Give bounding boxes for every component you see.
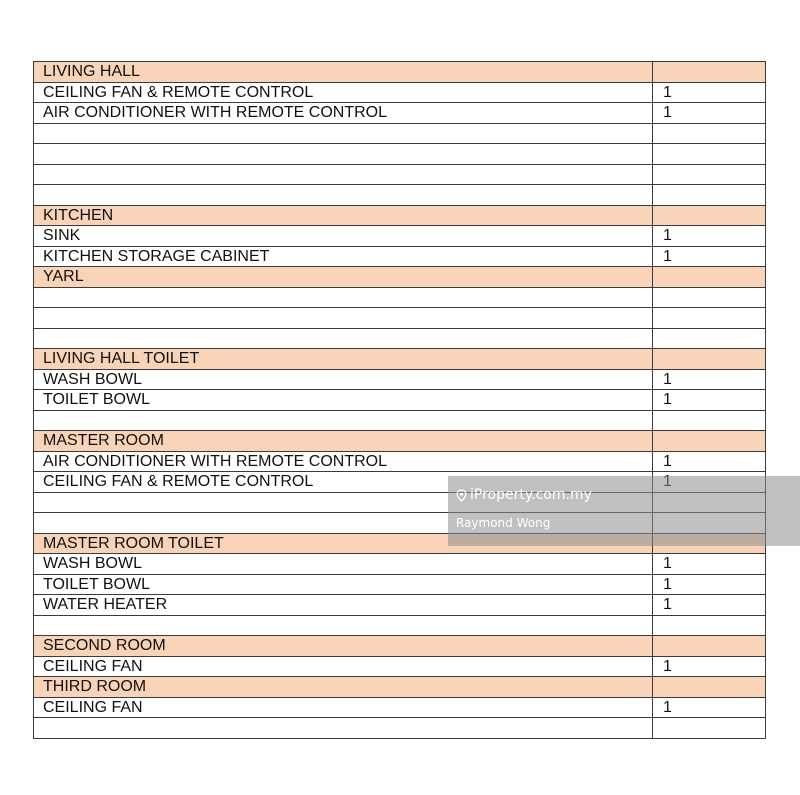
item-row	[34, 574, 766, 595]
item-name	[34, 123, 653, 144]
item-name	[34, 328, 653, 349]
watermark-overlay	[448, 476, 800, 546]
item-quantity	[653, 123, 766, 144]
item-row	[34, 390, 766, 411]
blank-row	[34, 287, 766, 308]
item-name	[34, 287, 653, 308]
item-quantity: 1	[653, 103, 766, 124]
section-header-row	[34, 636, 766, 657]
item-name: AIR CONDITIONER WITH REMOTE CONTROL	[34, 451, 653, 472]
item-quantity: 1	[653, 595, 766, 616]
item-name: WATER HEATER	[34, 595, 653, 616]
inventory-table-body	[34, 62, 766, 739]
item-quantity	[653, 185, 766, 206]
item-quantity	[653, 718, 766, 739]
item-quantity: 1	[653, 451, 766, 472]
item-name: TOILET BOWL	[34, 390, 653, 411]
inventory-table	[33, 61, 766, 739]
blank-row	[34, 308, 766, 329]
item-name	[34, 144, 653, 165]
item-quantity	[653, 267, 766, 288]
item-quantity: 1	[653, 697, 766, 718]
item-row	[34, 369, 766, 390]
item-row	[34, 82, 766, 103]
item-quantity	[653, 410, 766, 431]
section-title: KITCHEN	[34, 205, 653, 226]
blank-row	[34, 410, 766, 431]
section-title: LIVING HALL	[34, 62, 653, 83]
item-name	[34, 718, 653, 739]
item-name: TOILET BOWL	[34, 574, 653, 595]
blank-row	[34, 164, 766, 185]
item-quantity	[653, 62, 766, 83]
item-name: WASH BOWL	[34, 369, 653, 390]
item-quantity: 1	[653, 574, 766, 595]
item-name: CEILING FAN	[34, 697, 653, 718]
item-quantity	[653, 205, 766, 226]
section-header-row	[34, 205, 766, 226]
item-quantity	[653, 308, 766, 329]
section-title: LIVING HALL TOILET	[34, 349, 653, 370]
item-row	[34, 554, 766, 575]
item-name: WASH BOWL	[34, 554, 653, 575]
blank-row	[34, 615, 766, 636]
item-quantity: 1	[653, 82, 766, 103]
blank-row	[34, 718, 766, 739]
section-title: THIRD ROOM	[34, 677, 653, 698]
item-quantity	[653, 144, 766, 165]
watermark-agent-name: Raymond Wong	[456, 516, 551, 530]
item-row	[34, 697, 766, 718]
item-name	[34, 615, 653, 636]
location-pin-icon	[456, 489, 467, 502]
item-name	[34, 185, 653, 206]
item-quantity	[653, 349, 766, 370]
item-quantity	[653, 636, 766, 657]
item-name: KITCHEN STORAGE CABINET	[34, 246, 653, 267]
item-name	[34, 308, 653, 329]
item-row	[34, 451, 766, 472]
section-title: MASTER ROOM	[34, 431, 653, 452]
section-header-row	[34, 349, 766, 370]
section-header-row	[34, 62, 766, 83]
item-name: CEILING FAN & REMOTE CONTROL	[34, 472, 653, 493]
item-quantity: 1	[653, 554, 766, 575]
item-quantity	[653, 164, 766, 185]
item-quantity	[653, 431, 766, 452]
section-title: YARL	[34, 267, 653, 288]
item-row	[34, 246, 766, 267]
item-name: SINK	[34, 226, 653, 247]
blank-row	[34, 328, 766, 349]
item-quantity	[653, 677, 766, 698]
item-quantity: 1	[653, 369, 766, 390]
item-quantity: 1	[653, 246, 766, 267]
section-header-row	[34, 267, 766, 288]
blank-row	[34, 144, 766, 165]
watermark-brand-text: iProperty.com.my	[470, 487, 592, 503]
item-quantity	[653, 615, 766, 636]
item-row	[34, 656, 766, 677]
blank-row	[34, 185, 766, 206]
item-name: AIR CONDITIONER WITH REMOTE CONTROL	[34, 103, 653, 124]
item-name: CEILING FAN	[34, 656, 653, 677]
item-row	[34, 226, 766, 247]
section-title: MASTER ROOM TOILET	[34, 533, 653, 554]
item-row	[34, 103, 766, 124]
item-quantity	[653, 328, 766, 349]
item-quantity	[653, 287, 766, 308]
item-quantity: 1	[653, 390, 766, 411]
item-name	[34, 410, 653, 431]
section-header-row	[34, 677, 766, 698]
item-quantity: 1	[653, 226, 766, 247]
section-title: SECOND ROOM	[34, 636, 653, 657]
item-row	[34, 595, 766, 616]
item-name: CEILING FAN & REMOTE CONTROL	[34, 82, 653, 103]
watermark-brand	[456, 487, 592, 503]
item-name	[34, 164, 653, 185]
section-header-row	[34, 431, 766, 452]
blank-row	[34, 123, 766, 144]
item-quantity: 1	[653, 656, 766, 677]
